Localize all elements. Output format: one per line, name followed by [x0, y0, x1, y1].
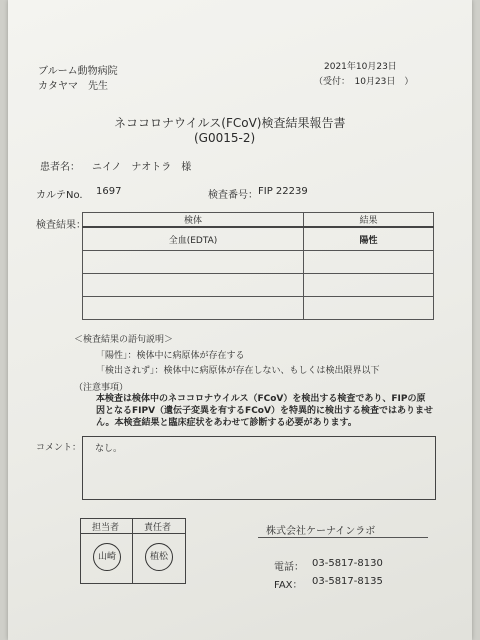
result-cell: 陽性 [304, 227, 434, 251]
chart-number-label: カルテNo. [36, 190, 83, 201]
glossary-positive: 「陽性」：検体中に病原体が存在する [96, 351, 245, 361]
patient-name-label: 患者名： [40, 162, 80, 173]
column-header-specimen: 検体 [83, 213, 304, 228]
test-number: FIP 22239 [258, 186, 308, 197]
results-table [82, 212, 434, 320]
doctor-name: カタヤマ 先生 [38, 81, 108, 92]
table-header-row [83, 213, 434, 228]
responsible-label: 責任者 [144, 523, 172, 533]
phone-number: 03-5817-8130 [312, 558, 383, 569]
glossary-title: ＜検査結果の語句説明＞ [74, 335, 174, 345]
result-cell [304, 297, 434, 320]
results-label: 検査結果： [36, 220, 86, 231]
notes-title: （注意事項） [74, 383, 129, 393]
specimen-cell [83, 274, 304, 297]
report-title: ネココロナウイルス(FCoV)検査結果報告書 [114, 116, 346, 130]
report-paper [8, 0, 472, 640]
table-row [83, 251, 434, 274]
comment-box [82, 436, 436, 500]
received-date: （受付： 10月23日 ） [314, 77, 414, 87]
comment-text: なし。 [95, 444, 123, 454]
table-row [83, 227, 434, 251]
staff-divider [132, 519, 133, 583]
responsible-seal: 植松 [145, 543, 173, 571]
report-date: 2021年10月23日 [324, 62, 397, 72]
fax-number: 03-5817-8135 [312, 576, 383, 587]
company-name: 株式会社ケーナインラボ [266, 526, 376, 537]
in-charge-seal: 山崎 [93, 543, 121, 571]
in-charge-label: 担当者 [92, 523, 120, 533]
result-cell [304, 274, 434, 297]
company-underline [258, 537, 428, 538]
table-row [83, 274, 434, 297]
specimen-cell [83, 297, 304, 320]
specimen-cell: 全血(EDTA) [83, 227, 304, 251]
staff-seal-box [80, 518, 186, 584]
fax-label: FAX： [274, 580, 303, 591]
result-cell [304, 251, 434, 274]
specimen-cell [83, 251, 304, 274]
phone-label: 電話： [274, 562, 304, 573]
glossary-negative: 「検出されず」：検体中に病原体が存在しない、もしくは検出限界以下 [96, 366, 380, 376]
hospital-name: ブルーム動物病院 [38, 66, 118, 77]
table-row [83, 297, 434, 320]
report-code: (G0015-2) [194, 131, 256, 145]
notes-body: 本検査は検体中のネココロナウイルス（FCoV）を検出する検査であり、FIPの原因となるFIPV（遺伝子変異を有するFCoV）を特異的に検出する検査ではありません。本検査結果と臨床症状をあわせて診断する必要があります。 [96, 394, 433, 428]
patient-name: ニイノ ナオトラ 様 [92, 162, 192, 173]
test-number-label: 検査番号： [208, 190, 258, 201]
comment-label: コメント： [36, 443, 82, 453]
chart-number: 1697 [96, 186, 122, 197]
column-header-result: 結果 [304, 213, 434, 228]
